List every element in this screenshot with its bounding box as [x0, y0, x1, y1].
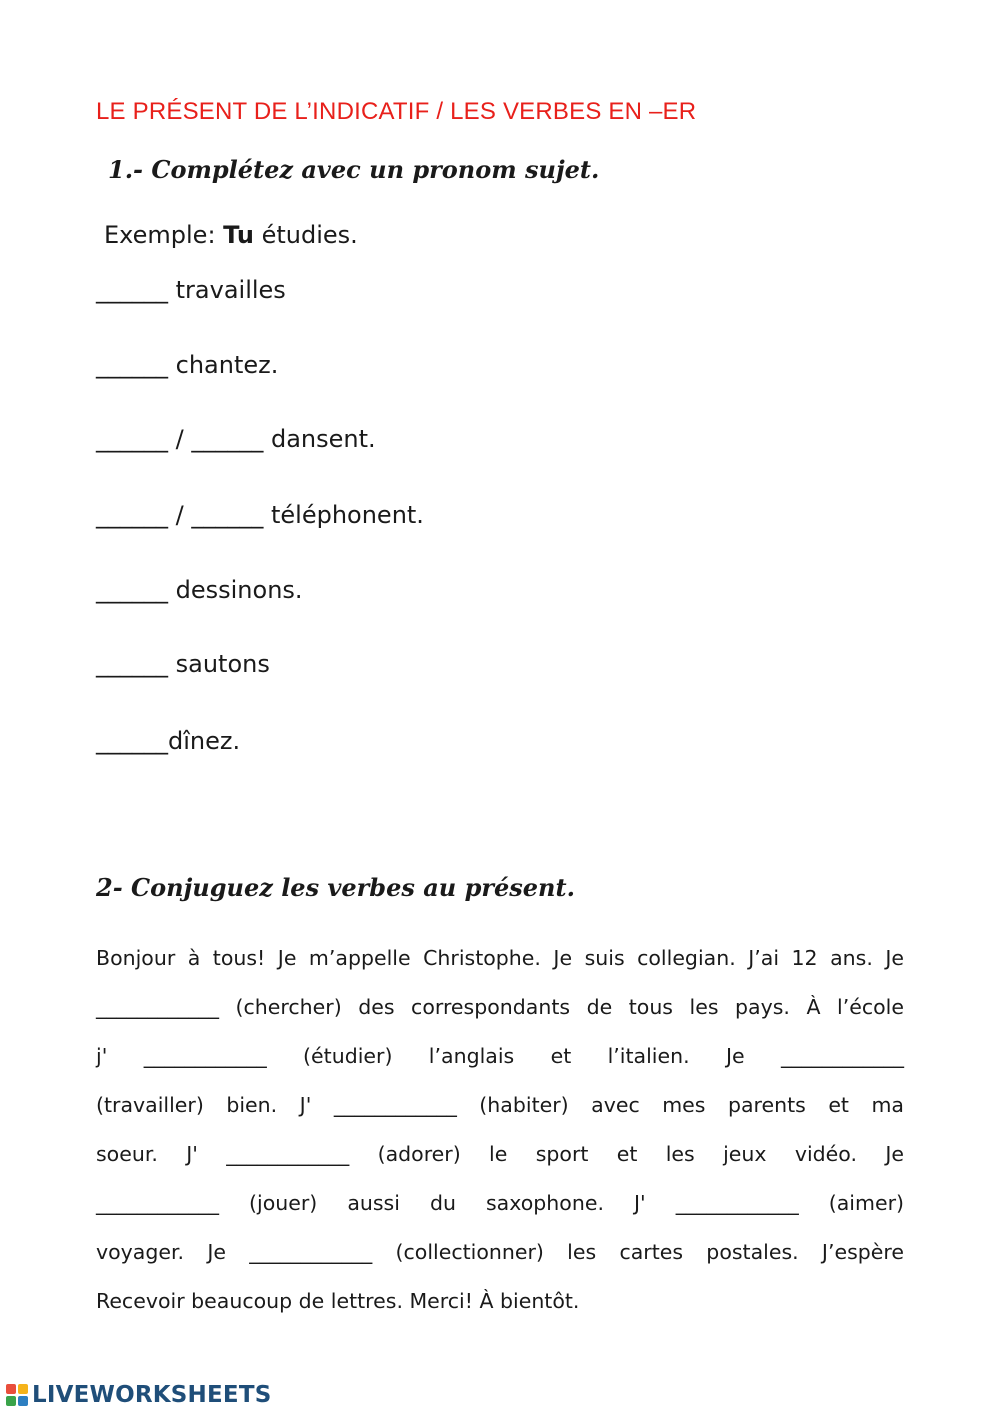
paragraph-line[interactable]: soeur. J' ____________ (adorer) le sport et les jeux vidéo. Je [96, 1142, 904, 1166]
logo-grid-icon [6, 1384, 28, 1406]
page-title: LE PRÉSENT DE L’INDICATIF / LES VERBES EN –ER [96, 98, 697, 125]
exercise-1-item-5[interactable]: ______ dessinons. [96, 576, 303, 604]
liveworksheets-logo [6, 1380, 271, 1410]
example-pronoun: Tu [223, 221, 254, 249]
example-sentence [104, 220, 358, 250]
paragraph-line[interactable]: (travailler) bien. J' ____________ (habiter) avec mes parents et ma [96, 1093, 904, 1117]
exercise-1-item-4[interactable]: ______ / ______ téléphonent. [96, 501, 424, 529]
example-rest: étudies. [253, 221, 358, 249]
exercise-2-heading: 2- Conjuguez les verbes au présent. [96, 873, 575, 902]
logo-square [18, 1384, 28, 1394]
paragraph-line[interactable]: voyager. Je ____________ (collectionner) les cartes postales. J’espère [96, 1240, 904, 1264]
exercise-2-paragraph [96, 934, 904, 1326]
exercise-1-item-7[interactable]: ______dînez. [96, 727, 241, 755]
exercise-1-heading: 1.- Complétez avec un pronom sujet. [108, 155, 600, 184]
paragraph-line[interactable]: ____________ (jouer) aussi du saxophone. J' ____________ (aimer) [96, 1191, 904, 1215]
paragraph-line: Recevoir beaucoup de lettres. Merci! À bientôt. [96, 1289, 580, 1313]
logo-text: LIVEWORKSHEETS [32, 1382, 272, 1408]
paragraph-line[interactable]: j' ____________ (étudier) l’anglais et l’italien. Je ____________ [96, 1044, 904, 1068]
exercise-1-item-3[interactable]: ______ / ______ dansent. [96, 425, 376, 453]
exercise-1-item-2[interactable]: ______ chantez. [96, 351, 279, 379]
exercise-1-item-1[interactable]: ______ travailles [96, 276, 286, 304]
logo-square [6, 1384, 16, 1394]
logo-square [18, 1396, 28, 1406]
example-prefix: Exemple: [104, 221, 224, 249]
exercise-1-item-6[interactable]: ______ sautons [96, 650, 270, 678]
paragraph-line[interactable]: ____________ (chercher) des correspondants de tous les pays. À l’école [96, 995, 904, 1019]
paragraph-line: Bonjour à tous! Je m’appelle Christophe. Je suis collegian. J’ai 12 ans. Je [96, 946, 904, 970]
logo-square [6, 1396, 16, 1406]
